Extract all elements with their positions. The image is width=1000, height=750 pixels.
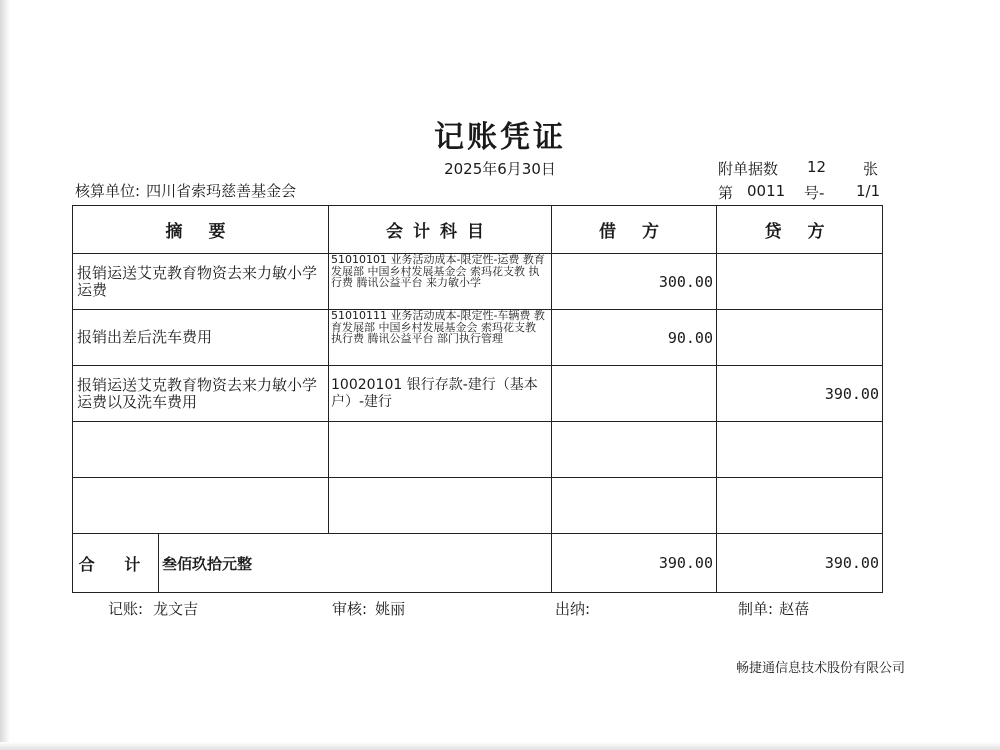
row-credit (717, 254, 883, 310)
row-debit: 90.00 (552, 310, 717, 366)
total-cell (73, 534, 552, 593)
row-debit: 300.00 (552, 254, 717, 310)
header-account: 会计科目 (329, 206, 552, 254)
header-credit: 贷 方 (717, 206, 883, 254)
reviewer-signature (332, 598, 405, 619)
total-credit: 390.00 (717, 534, 883, 593)
voucher-table (72, 205, 883, 593)
row-debit (552, 478, 717, 534)
voucher-number-value: 0011 (747, 182, 786, 200)
reviewer-name: 姚丽 (375, 600, 406, 618)
cashier-label: 出纳: (555, 600, 591, 618)
table-header-row (73, 206, 883, 254)
software-company: 畅捷通信息技术股份有限公司 (736, 661, 906, 676)
bookkeeper-name: 龙文吉 (153, 600, 199, 618)
row-account: 10020101 银行存款-建行（基本户）-建行 (329, 366, 552, 422)
row-credit (717, 478, 883, 534)
total-row (73, 534, 883, 593)
row-account (329, 478, 552, 534)
header-debit: 借 方 (552, 206, 717, 254)
preparer-label: 制单: (738, 600, 774, 618)
row-account (329, 422, 552, 478)
bookkeeper-signature (108, 598, 198, 619)
row-summary (73, 422, 329, 478)
total-amount-words: 叁佰玖拾元整 (162, 554, 253, 573)
voucher-number-suffix: 号- (804, 184, 825, 202)
row-credit: 390.00 (717, 366, 883, 422)
preparer-signature (738, 598, 809, 619)
accounting-unit-name: 四川省索玛慈善基金会 (146, 182, 297, 200)
total-debit: 390.00 (552, 534, 717, 593)
row-credit (717, 310, 883, 366)
row-credit (717, 422, 883, 478)
row-summary: 报销运送艾克教育物资去来力敏小学运费以及洗车费用 (73, 366, 329, 422)
accounting-unit-label: 核算单位: (75, 182, 141, 200)
total-label: 合 计 (73, 534, 159, 592)
attachment-count-unit: 张 (863, 160, 879, 178)
voucher-page-index: 1/1 (856, 182, 881, 200)
row-account: 51010111 业务活动成本-限定性-车辆费 教育发展部 中国乡村发展基金会 索玛花支教 执行费 腾讯公益平台 部门执行管理 (329, 310, 552, 366)
voucher-date: 2025年6月30日 (444, 160, 556, 178)
reviewer-label: 审核: (332, 600, 368, 618)
row-debit (552, 422, 717, 478)
row-summary: 报销运送艾克教育物资去来力敏小学运费 (73, 254, 329, 310)
attachment-count-label: 附单据数 (718, 160, 779, 178)
row-debit (552, 366, 717, 422)
row-summary (73, 478, 329, 534)
table-row (73, 254, 883, 310)
voucher-title: 记账凭证 (434, 120, 566, 155)
table-row (73, 310, 883, 366)
row-account: 51010101 业务活动成本-限定性-运费 教育发展部 中国乡村发展基金会 索玛花支教 执行费 腾讯公益平台 来力敏小学 (329, 254, 552, 310)
bookkeeper-label: 记账: (108, 600, 144, 618)
table-row (73, 422, 883, 478)
preparer-name: 赵蓓 (779, 600, 810, 618)
row-summary: 报销出差后洗车费用 (73, 310, 329, 366)
attachment-count-value: 12 (807, 158, 827, 176)
scan-edge (0, 742, 1000, 750)
cashier-signature (555, 598, 598, 619)
table-row (73, 478, 883, 534)
table-row (73, 366, 883, 422)
header-summary: 摘 要 (73, 206, 329, 254)
accounting-unit (75, 180, 296, 201)
voucher-number-prefix: 第 (718, 184, 734, 202)
